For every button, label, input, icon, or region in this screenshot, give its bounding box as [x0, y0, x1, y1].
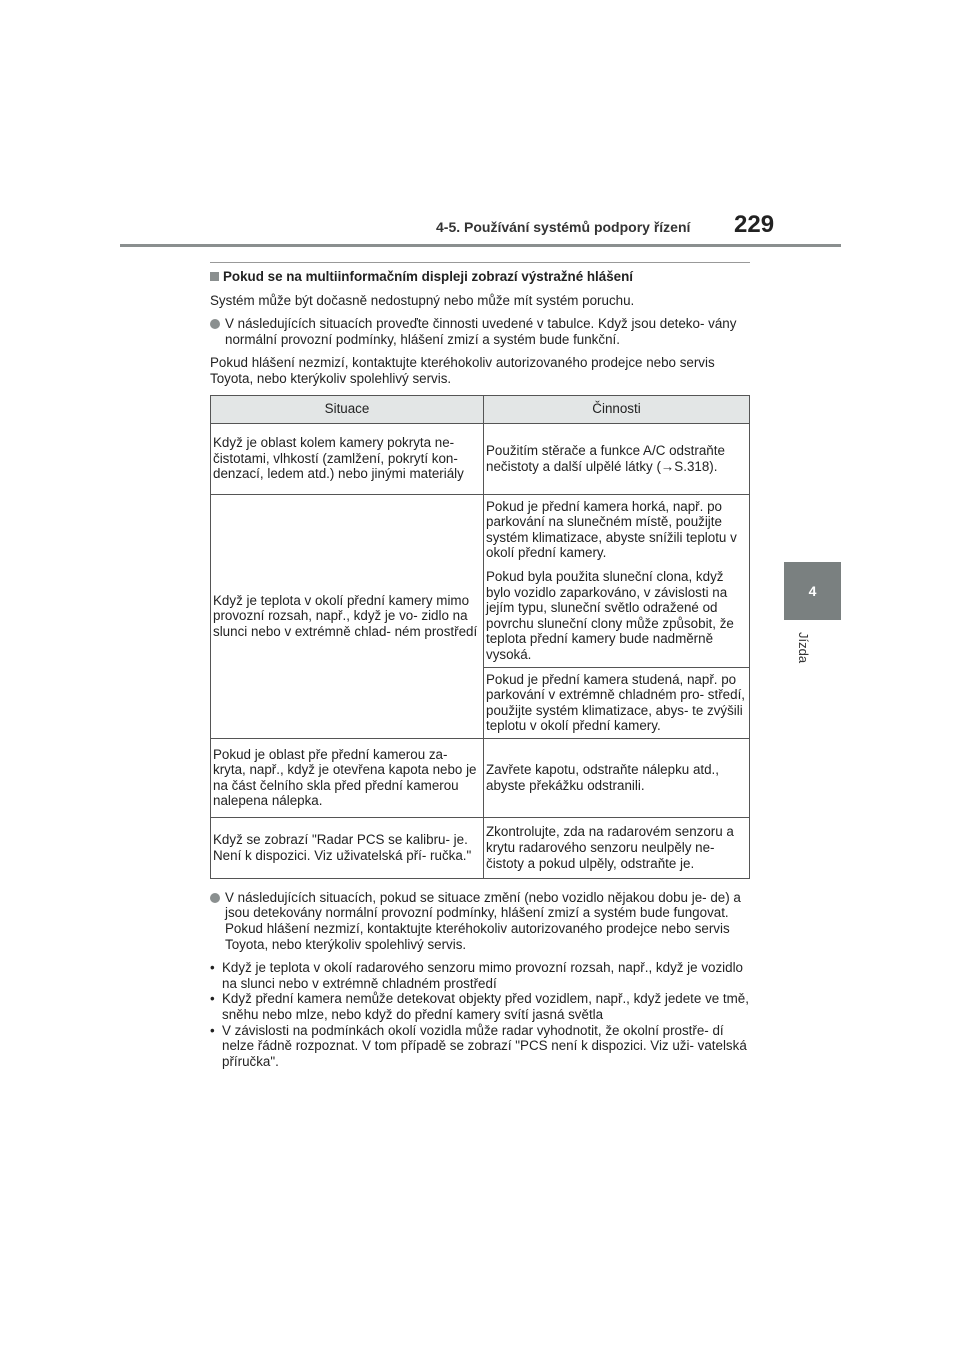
table-cell-action: Pokud je přední kamera studená, např. po parkování v extrémně chladném pro- středí, použijte systém klimatizace, abys- te zvýšili teplotu v okolí přední kamery. [484, 667, 750, 738]
bullet-item [210, 890, 750, 952]
bullet-continuation: Pokud hlášení nezmizí, kontaktujte kteréhokoliv autorizovaného prodejce nebo servis Toyota, nebo kterýkoliv spolehlivý servis. [225, 921, 730, 952]
square-bullet-icon [210, 272, 219, 281]
sub-bullet-mark: • [210, 991, 215, 1007]
sub-bullet-text: Když přední kamera nemůže detekovat objekty před vozidlem, např., když jedete ve tmě, sněhu nebo mlze, nebo když do přední kamery svítí jasná světla [222, 991, 749, 1023]
bullet-text: V následujících situacích, pokud se situace změní (nebo vozidlo nějakou dobu je- de) a jsou detekovány normální provozní podmínky, hlášení zmizí a systém bude fungovat. [225, 889, 741, 921]
table-row [211, 423, 750, 494]
running-header: 4-5. Používání systémů podpory řízení [436, 219, 691, 235]
bullet-body [225, 890, 750, 952]
header-rule [120, 244, 841, 247]
table-header-situation: Situace [211, 395, 484, 423]
intro-paragraph: Systém může být dočasně nedostupný nebo může mít systém poruchu. [210, 292, 635, 308]
table-cell-action [484, 494, 750, 667]
sub-bullet-item [210, 991, 750, 1022]
table-cell-situation: Když je oblast kolem kamery pokryta ne- čistotami, vlhkostí (zamlžení, pokrytí kon- denzací, ledem atd.) nebo jinými materiály [211, 423, 484, 494]
sub-bullet-text: Když je teplota v okolí radarového senzoru mimo provozní rozsah, např., když je vozidlo na slunci nebo v extrémně chladném prostředí [222, 960, 744, 991]
page-number: 229 [734, 211, 775, 238]
action-paragraph: Pokud byla použita sluneční clona, když bylo vozidlo zaparkováno, v závislosti na jejím typu, sluneční světlo odražené od povrchu sluneční clony může způsobit, že teplota přední kamery bude nadměrně vysoká. [486, 568, 734, 662]
table-cell-action: Zkontrolujte, zda na radarovém senzoru a krytu radarového senzoru neulpěly ne- čistoty a pokud ulpěly, odstraňte je. [484, 817, 750, 878]
contact-paragraph: Pokud hlášení nezmizí, kontaktujte kteréhokoliv autorizovaného prodejce nebo servis Toyota, nebo kterýkoliv spolehlivý servis. [210, 355, 715, 386]
table-cell-action: Zavřete kapotu, odstraňte nálepku atd., abyste překážku odstranili. [484, 738, 750, 817]
sub-bullet-mark: • [210, 1022, 215, 1038]
table-cell-action: Použitím stěrače a funkce A/C odstraňte nečistoty a další ulpělé látky (→S.318). [484, 423, 750, 494]
chapter-label: Jízda [796, 632, 811, 664]
chapter-tab: 4 [784, 562, 841, 620]
sub-bullet-item [210, 1023, 750, 1070]
page-content [210, 262, 750, 1069]
sub-bullet-item [210, 960, 750, 991]
section-heading [210, 269, 750, 285]
table-cell-situation: Když je teplota v okolí přední kamery mimo provozní rozsah, např., když je vo- zidlo na slunci nebo v extrémně chlad- ném prostředí [211, 494, 484, 738]
section-rule [210, 262, 750, 263]
round-bullet-icon [210, 319, 220, 329]
table-header-actions: Činnosti [484, 395, 750, 423]
table-row [211, 817, 750, 878]
sub-bullet-text: V závislosti na podmínkách okolí vozidla může radar vyhodnotit, že okolní prostře- dí nelze řádně rozpoznat. V tom případě se zobrazí "PCS není k dispozici. Viz uži- vatelská příručka". [222, 1022, 747, 1069]
table-cell-situation: Když se zobrazí "Radar PCS se kalibru- je. Není k dispozici. Viz uživatelská pří- ručka." [211, 817, 484, 878]
round-bullet-icon [210, 893, 220, 903]
table-row [211, 738, 750, 817]
table-header-row [211, 395, 750, 423]
bullet-item [210, 316, 750, 347]
table-row [211, 494, 750, 667]
sub-bullet-mark: • [210, 960, 215, 976]
section-heading-text: Pokud se na multiinformačním displeji zobrazí výstražné hlášení [223, 269, 634, 284]
table-cell-situation: Pokud je oblast pře přední kamerou za- kryta, např., když je otevřena kapota nebo je na část čelního skla před přední kamerou nalepena nálepka. [211, 738, 484, 817]
bullet-text: V následujících situacích proveďte činnosti uvedené v tabulce. Když jsou deteko- vány normální provozní podmínky, hlášení zmizí a systém bude funkční. [225, 316, 737, 347]
warning-table [210, 395, 750, 879]
action-paragraph: Pokud je přední kamera horká, např. po parkování na slunečném místě, použijte systém klimatizace, abyste snížili teplotu v okolí přední kamery. [486, 498, 737, 561]
